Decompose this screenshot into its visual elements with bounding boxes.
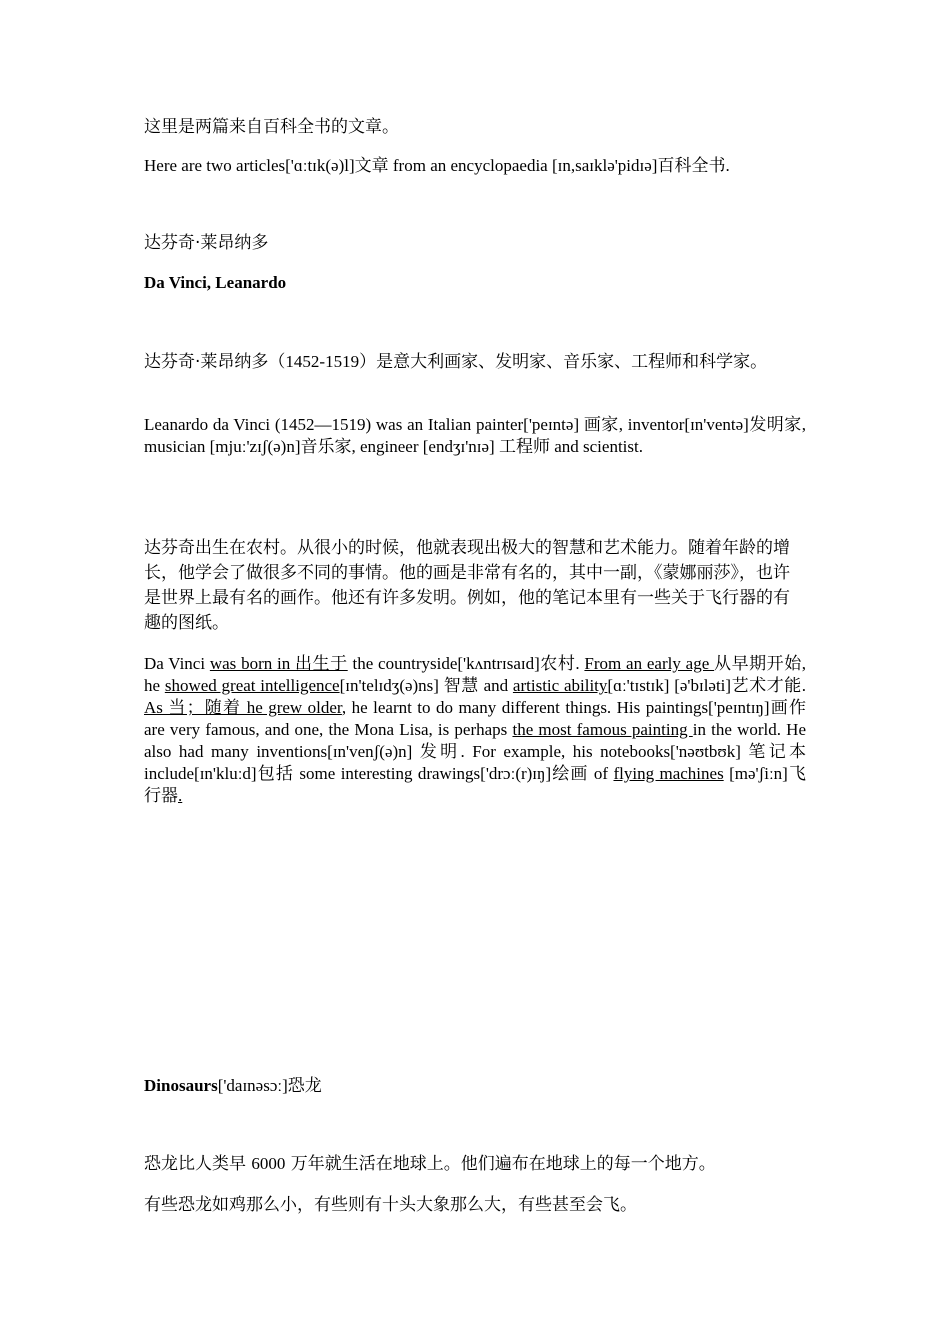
p2-en-text: in the world. He also had many inventions[ɪn'venʃ(ə)n] 发明. For example, his notebooks['nəʊtbʊk] 笔记本 include[ɪn'kluːd]包括 some interesting drawings['drɔː(r)ɪŋ]绘画 of [144,720,806,783]
p2-en-underline: artistic ability [512,676,608,695]
p2-en-underline: flying machines [613,764,724,783]
article2-title-rest: ['daɪnəsɔː]恐龙 [217,1076,322,1095]
article2-p1-cn [144,1151,806,1177]
a2-p1-num: 6000 [251,1154,286,1173]
article2-title [144,1075,806,1097]
article1-title-en: Da Vinci, Leanardo [144,273,287,292]
p2-en-text: Da Vinci [144,654,210,673]
article1-p2-cn: 达芬奇出生在农村。从很小的时候，他就表现出极大的智慧和艺术能力。随着年龄的增长，他学会了做很多不同的事情。他的画是非常有名的，其中一副，《蒙娜丽莎》，也许是世界上最有名的画作。他还有许多发明。例如，他的笔记本里有一些关于飞行器的有趣的图纸。 [144,538,790,633]
p2-en-text: the countryside['kʌntrɪsaɪd]农村. [347,654,585,673]
p2-en-underline: As 当；随着 he grew older [144,698,342,717]
p2-en-underline: the most famous painting [512,720,693,739]
p1-cn-years: 1452-1519 [285,352,360,371]
p2-en-text: , he learnt to do many different things. His paintings['peɪntɪŋ]画作 are very famous, and one, the Mona Lisa, is perhaps [144,698,807,739]
a2-p1-part-a: 恐龙比人类早 [144,1154,252,1174]
intro-cn: 这里是两篇来自百科全书的文章。 [144,117,399,136]
p2-en-underline: showed great intelligence [164,676,340,695]
p2-en-underline: was born in 出生于 [209,654,348,673]
p2-en-text: 从早期开始, he [144,654,807,695]
p1-cn-part-b: ）是意大利画家、发明家、音乐家、工程师和科学家。 [359,352,768,372]
article1-p2-en [144,653,806,807]
p2-en-text: [mə'ʃiːn]飞行器 [144,764,806,805]
p2-en-text: [ɪn'telɪdʒ(ə)ns] 智慧 and [339,676,513,695]
article2-p2-cn: 有些恐龙如鸡那么小，有些则有十头大象那么大，有些甚至会飞。 [144,1195,637,1215]
article1-p1-cn [144,349,806,375]
p2-en-text: [ɑː'tɪstɪk] [ə'bɪləti]艺术才能. [607,676,806,695]
article1-title-cn: 达芬奇·莱昂纳多 [144,233,269,253]
p2-en-underline: . [178,786,183,805]
article2-title-bold: Dinosaurs [144,1076,218,1095]
p1-cn-part-a: 达芬奇·莱昂纳多（ [144,352,286,372]
p2-en-underline: From an early age [584,654,715,673]
article1-p1-en: Leanardo da Vinci (1452—1519) was an Italian painter['peɪntə] 画家, inventor[ɪn'ventə]发明家, musician [mjuː'zɪʃ(ə)n]音乐家, engineer [endʒɪ'nɪə] 工程师 and scientist. [144,415,806,456]
a2-p1-part-b: 万年就生活在地球上。他们遍布在地球上的每一个地方。 [285,1154,716,1174]
intro-en: Here are two articles['ɑːtɪk(ə)l]文章 from an encyclopaedia [ɪn,saɪklə'pidɪə]百科全书. [144,156,730,175]
